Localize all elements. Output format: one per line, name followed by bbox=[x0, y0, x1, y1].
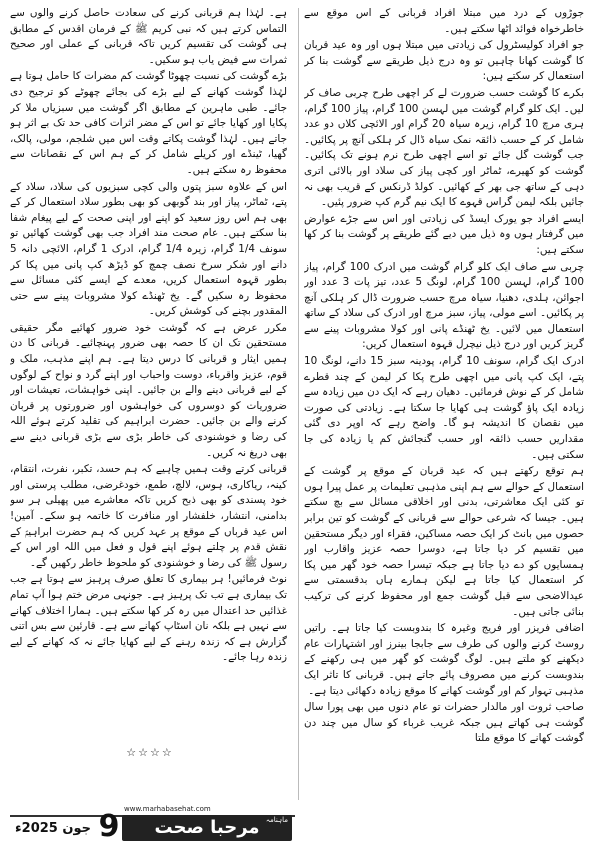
page-number: 9 bbox=[98, 809, 120, 844]
paragraph: بکرے کا گوشت حسب ضرورت لے کر اچھی طرح چربی صاف کر لیں۔ ایک کلو گرام گوشت میں لہسن 100 گرام، پیاز 100 گرام، ہری مرچ 10 گرام، زیرہ سیاہ 20 گرام اور الائچی کلاں دو عدد شامل کر کے حسب ذائقہ نمک سیاہ ڈال کر ہلکی آنچ پر پکائیں۔ جب گوشت گل جائے تو اسے اچھی طرح نرم ہونے تک پکائیں۔ گوشت کو کھیرے، ٹماٹر اور کچی پیاز کی سلاد اور بالائی اتری دہی کے ساتھ جی بھر کے کھائیں۔ کولڈ ڈرنکس کے قریب بھی نہ جائیں بلکہ لیمن گراس قہوے کا ایک نیم گرم کپ ضرور پئیں۔ bbox=[304, 86, 584, 209]
article-column-right bbox=[304, 6, 584, 796]
paragraph: اس کے علاوہ سبز پتوں والی کچی سبزیوں کی سلاد، سلاد کے پتے، ٹماٹر، پیاز اور بند گوبھی کو بھی بطور سلاد استعمال کر کے بھی ہم اس روز سعید کو اپنے اور اپنی صحت کے لیے پیغام شفا بنا سکتے ہیں۔ عام صحت مند افراد جب بھی گوشت کھائیں تو سونف 1/4 گرام، زیرہ 1/4 گرام، ادرک 1 گرام، الائچی دانہ 5 دانے اور شکر سرخ نصف چمچ کو ڈیڑھ کپ پانی میں پکا کر بطور قہوہ استعمال کریں، معدے کے ایسے کئی مسائل سے محفوظ رہ سکیں گے۔ یخ ٹھنڈے کولا مشروبات پینے سے حتی المقدور بچنے کی کوشش کریں۔ bbox=[10, 180, 287, 318]
paragraph: نوٹ فرمائیں! ہر بیماری کا تعلق صرف پرہیز سے ہوتا ہے جب تک بیماری ہے تب تک پرہیز ہے۔ جونہی مرض ختم ہوا آپ تمام غذائیں حد اعتدال میں رہ کر کھا سکتے ہیں۔ ہمارا اختلاف کھانے سے نہیں ہے بلکہ نان اسٹاپ کھانے سے ہے۔ قارئین سے بس اتنی گزارش ہے کہ زندہ رہنے کے لیے کھایا جائے نہ کہ کھانے کے لیے زندہ رہا جائے۔ bbox=[10, 573, 287, 664]
column-divider bbox=[298, 8, 299, 800]
article-column-left bbox=[10, 6, 287, 741]
issue-date: جون 2025ء bbox=[15, 821, 91, 836]
page-footer bbox=[10, 801, 295, 843]
magazine-name: مرحبا صحت bbox=[154, 817, 260, 838]
paragraph: صاحب ثروت اور مالدار حضرات تو عام دنوں میں بھی پورا سال گوشت ہی کھاتے ہیں جبکہ غریب غرباء کو سال میں چند دن گوشت کھانے کا موقع ملتا bbox=[304, 701, 584, 745]
paragraph: بڑے گوشت کی نسبت چھوٹا گوشت کم مضرات کا حامل ہوتا ہے لہٰذا گوشت کھانے کے لیے بڑے کی بجائے چھوٹے کو ترجیح دی جائے۔ طبی ماہرین کے مطابق اگر گوشت میں سبزیاں ملا کر پکایا اور کھایا جائے تو اس کے مضر اثرات کافی حد تک بے اثر ہو جاتے ہیں۔ لہٰذا گوشت پکاتے وقت اس میں شلجم، مولی، پالک، گھیا، ٹینڈے اور کریلے شامل کر کے ہم اس کے نقصانات سے محفوظ رہ سکتے ہیں۔ bbox=[10, 70, 287, 176]
website-url: www.marhabasehat.com bbox=[124, 805, 211, 813]
paragraph: اضافی فریزر اور فریج وغیرہ کا بندوبست کیا جاتا ہے۔ راتیں روسٹ کرنے والوں کی طرف سے جابجا بینرز اور اشتہارات عام دیکھنے کو ملتے ہیں۔ لوگ گوشت کو گھر میں ہی رکھنے کے بندوبست کرنے میں مصروف پائے جاتے ہیں۔ قربانی کا تاثر ایک مذہبی تہوار کم اور گوشت کھانے کا موقع زیادہ دکھائی دیتا ہے۔ bbox=[304, 622, 584, 697]
paragraph: ہے۔ لہٰذا ہم قربانی کرنے کی سعادت حاصل کرنے والوں سے التماس کرتے ہیں کہ نبی کریم ﷺ کے فرمان اقدس کے مطابق ہی گوشت کی تقسیم کریں تاکہ قربانی کے عملی اور صحیح ثمرات سے فیض یاب ہو سکیں۔ bbox=[10, 7, 287, 66]
monthly-label: ماہنامہ bbox=[265, 816, 288, 824]
paragraph: ہم توقع رکھتے ہیں کہ عید قربان کے موقع پر گوشت کے استعمال کے حوالے سے ہم اپنی مذہبی تعلیمات پر عمل پیرا ہوں تو کئی ایک معاشرتی، بدنی اور اخلاقی مسائل سے بچ سکتے ہیں۔ جیسا کہ شرعی حوالے سے قربانی کے گوشت کو تین برابر حصوں میں بانٹ کر ایک حصہ مساکین، فقراء اور دیگر مستحقین میں تقسیم کر دیا جاتا ہے، دوسرا حصہ عزیز واقارب اور ہمسایوں کو دے دیا جاتا ہے جبکہ تیسرا حصہ خود گھر میں پکا کر استعمال کیا جاتا ہے لیکن ہمارے ہاں بدقسمتی سے عیدالاضحی سے قبل گوشت جمع اور محفوظ کرنے کی ترکیب بنائی جاتی ہیں۔ bbox=[304, 465, 584, 618]
end-of-article-stars: ☆☆☆☆ bbox=[126, 746, 174, 759]
paragraph: جو افراد کولیسٹرول کی زیادتی میں مبتلا ہوں اور وہ عید قربان کا گوشت کھانا چاہیں تو وہ درج ذیل طریقے سے گوشت بنا کر استعمال کر سکتے ہیں: bbox=[304, 39, 584, 83]
paragraph: ایسے افراد جو یورک ایسڈ کی زیادتی اور اس سے جڑے عوارض میں گرفتار ہوں وہ ذیل میں دیے گئے طریقے پر گوشت بنا کر کھا سکتے ہیں: bbox=[304, 212, 584, 256]
paragraph: ادرک ایک گرام، سونف 10 گرام، پودینہ سبز 15 دانے، لونگ 10 پتے، ایک کپ پانی میں اچھی طرح پکا کر لیمن کے چند قطرے شامل کر کے نوش فرمائیں۔ دھیان رہے کہ ایک دن میں زیادہ سے زیادہ ایک پاؤ گوشت ہی کھایا جا سکتا ہے۔ زیادتی کی صورت میں نقصان کا اندیشہ ہو گا۔ واضح رہے کہ اوپر دی گئی مقداریں حسب ذائقہ اور حسب گنجائش کم یا زیادہ کی جا سکتی ہیں۔ bbox=[304, 355, 584, 461]
paragraph: قربانی کرتے وقت ہمیں چاہیے کہ ہم حسد، تکبر، نفرت، انتقام، کینہ، ریاکاری، ہوس، لالچ، طمع، خودغرضی، مطلب پرستی اور خود پسندی کو بھی ذبح کریں تاکہ معاشرے میں پھیلی ہر سو بدامنی، انتشار، خلفشار اور منافرت کا خاتمہ ہو سکے۔ آمین! اس عید قرباں کے موقع پر عہد کریں کہ ہم حضرت ابراہیمؑ کے نقش قدم پر چلتے ہوئے اپنے قول و فعل میں اللہ اور اس کے رسول ﷺ کی رضا و خوشنودی کو ملحوظ خاطر رکھیں گے۔ bbox=[10, 463, 287, 569]
paragraph: مکرر عرض ہے کہ گوشت خود ضرور کھائیے مگر حقیقی مستحقین تک ان کا حصہ بھی ضرور پہنچائیے۔ قربانی کا دن ہمیں ایثار و قربانی کا درس دیتا ہے۔ ہم اپنے مذہب، ملک و قوم، عزیز واقرباء، دوست واحباب اور اپنے گرد و نواح کے لوگوں کے لیے قربانی دینے والے بن جائیں۔ اپنی خواہشات، تعیشات اور ضروریات کو دوسروں کی خواہشوں اور ضرورتوں پر قربان کرنے والے بن جائیں۔ حضرت ابراہیم کی تقلید کرتے ہوئے اللہ کی رضا و خوشنودی کی خاطر بڑی سے بڑی قربانی دینے سے بھی دریغ نہ کریں۔ bbox=[10, 321, 287, 459]
magazine-masthead bbox=[122, 815, 292, 841]
paragraph: جوڑوں کے درد میں مبتلا افراد قربانی کے اس موقع سے خاطرخواہ فوائد اٹھا سکتے ہیں۔ bbox=[304, 7, 584, 35]
paragraph: چربی سے صاف ایک کلو گرام گوشت میں ادرک 100 گرام، پیاز 100 گرام، لہسن 100 گرام، لونگ 5 عدد، تیز پات 3 عدد اور اجوائن، ہلدی، دھنیا، سیاہ مرچ حسب ضرورت ڈال کر ہلکی آنچ پر پکائیں۔ اسے مولی، پیاز، سبز مرچ اور ادرک کی سلاد کے ساتھ استعمال میں لائیں۔ یخ ٹھنڈے پانی اور کولا مشروبات پینے سے گریز کریں اور درج ذیل نیچرل قہوہ استعمال کریں: bbox=[304, 260, 584, 351]
